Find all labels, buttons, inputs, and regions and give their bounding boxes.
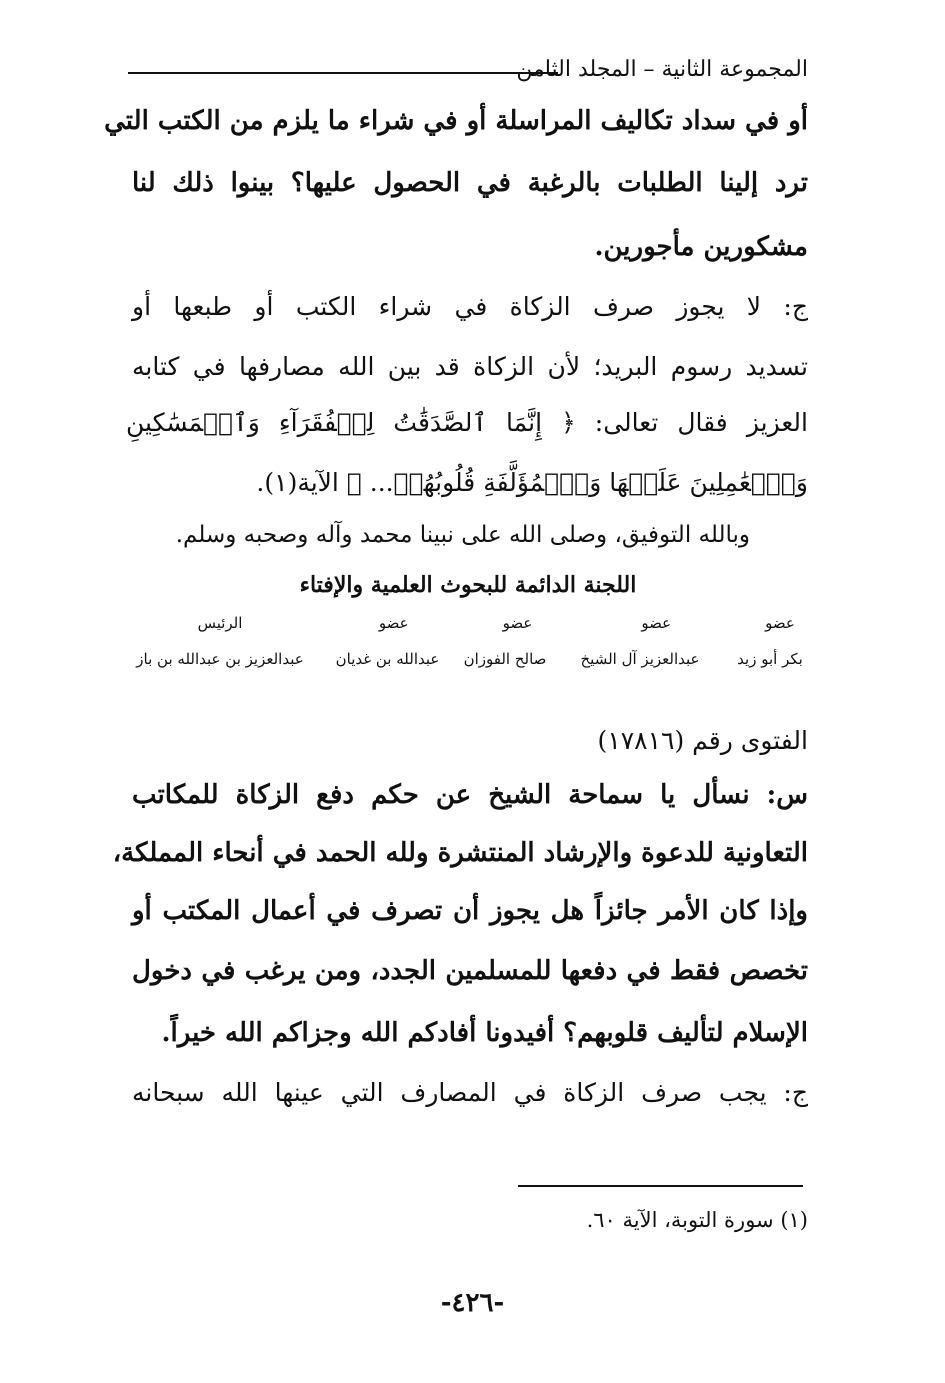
committee-name: اللجنة الدائمة للبحوث العلمية والإفتاء	[299, 572, 637, 598]
answer-2-line-1: ج: يجب صرف الزكاة في المصارف التي عينها الله سبحانه	[132, 1078, 808, 1107]
question-2-line-1: س: نسأل يا سماحة الشيخ عن حكم دفع الزكاة للمكاتب	[132, 780, 808, 810]
member-role: الرئيس	[197, 614, 243, 632]
question-1-line-1: أو في سداد تكاليف المراسلة أو في شراء ما يلزم من الكتب التي	[104, 106, 808, 136]
header-title: المجموعة الثانية – المجلد الثامن	[516, 57, 808, 82]
closing-statement: وبالله التوفيق، وصلى الله على نبينا محمد وآله وصحبه وسلم.	[175, 522, 750, 548]
quran-verse-line-1: العزيز فقال تعالى: ﴿ إِنَّمَا ٱلصَّدَقَٰتُ لِلۡفُقَرَآءِ وَٱلۡمَسَٰكِينِ	[126, 408, 808, 437]
question-2-line-2: التعاونية للدعوة والإرشاد المنتشرة ولله الحمد في أنحاء المملكة،	[112, 838, 808, 868]
member-name: بكر أبو زيد	[737, 650, 803, 668]
answer-1-line-2: تسديد رسوم البريد؛ لأن الزكاة قد بين الله مصارفها في كتابه	[132, 352, 808, 381]
footnote-rule	[518, 1185, 803, 1187]
member-role: عضو	[765, 614, 795, 632]
committee-roles-row	[125, 614, 810, 632]
question-2-line-4: تخصص فقط في دفعها للمسلمين الجدد، ومن يرغب في دخول	[132, 956, 808, 986]
question-1-line-3: مشكورين مأجورين.	[594, 232, 808, 262]
member-name: عبدالله بن غديان	[335, 650, 440, 668]
answer-1-line-3	[126, 408, 808, 437]
fatwa-number: الفتوى رقم (١٧٨١٦)	[597, 726, 808, 755]
question-2-line-5: الإسلام لتأليف قلوبهم؟ أفيدونا أفادكم الله وجزاكم الله خيراً.	[161, 1018, 808, 1048]
member-role: عضو	[502, 614, 533, 632]
question-2-line-3: وإذا كان الأمر جائزاً هل يجوز أن تصرف في أعمال المكتب أو	[132, 896, 808, 926]
header-rule	[128, 72, 558, 74]
member-name: صالح الفوزان	[463, 650, 547, 668]
committee-names-row	[125, 650, 810, 668]
page-number: -٤٢٦-	[440, 1288, 505, 1318]
member-name: عبدالعزيز بن عبدالله بن باز	[136, 650, 304, 668]
member-role: عضو	[378, 614, 409, 632]
question-1-line-2: ترد إلينا الطلبات بالرغبة في الحصول عليها؟ بينوا ذلك لنا	[132, 168, 808, 198]
member-role: عضو	[641, 614, 672, 632]
answer-1-line-1: ج: لا يجوز صرف الزكاة في شراء الكتب أو طبعها أو	[132, 292, 808, 321]
running-header	[128, 50, 808, 90]
member-name: عبدالعزيز آل الشيخ	[580, 650, 700, 668]
footnote: (١) سورة التوبة، الآية ٦٠.	[586, 1208, 808, 1232]
answer-1-line-4: وَٱلۡعَٰمِلِينَ عَلَيۡهَا وَٱلۡمُؤَلَّفَةِ قُلُوبُهُمۡ... ﴾ الآية(١).	[256, 468, 808, 497]
